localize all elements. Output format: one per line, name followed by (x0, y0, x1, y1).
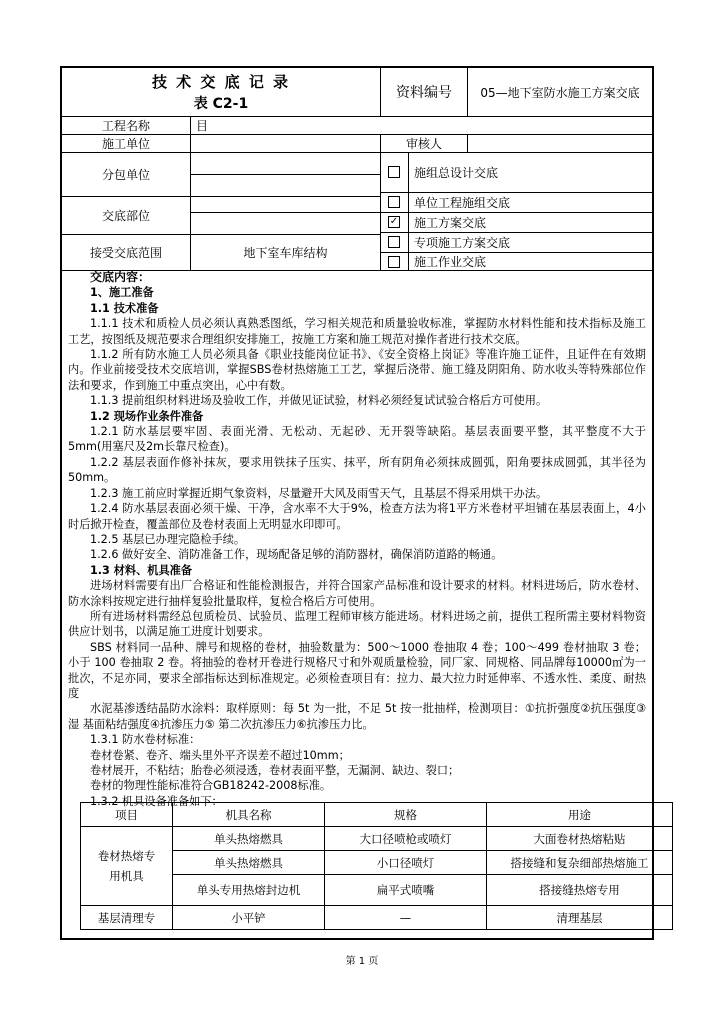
table-header: 项目 (81, 803, 173, 827)
doc-no-label: 资料编号 (396, 85, 452, 101)
section-heading: 1.1 技术准备 (90, 301, 159, 315)
paragraph: 1.2.2 基层表面作修补抹灰，要求用铁抹子压实、抹平，所有阴角必须抹成圆弧，阳角要抹成圆弧，其半径为50mm。 (68, 455, 646, 485)
table-cell: 单头热熔燃具 (173, 827, 325, 851)
section-heading: 1.2 现场作业条件准备 (90, 409, 204, 423)
option-label: 施工方案交底 (414, 216, 487, 230)
disclosure-content (68, 270, 646, 809)
table-cell: 单头专用热熔封边机 (173, 875, 325, 906)
paragraph: 卷材卷紧、卷齐、端头里外平齐误差不超过10mm； (90, 748, 350, 762)
table-row (81, 827, 673, 851)
paragraph: 1.1.3 提前组织材料进场及验收工作，并做见证试验，材料必须经复试试验合格后方可使用。 (90, 394, 548, 408)
paragraph: 1.1.2 所有防水施工人员必须具备《职业技能岗位证书》、《安全资格上岗证》等准许施工证件，且证件在有效期内。作业前接受技术交底培训，掌握SBS卷材热熔施工工艺，掌握后浇带、施工缝及阴阳角、防水收头等特殊部位作法和要求，作到施工中重点突出，心中有数。 (68, 348, 646, 392)
paragraph: 1.2.5 基层已办理完隐检手续。 (90, 532, 246, 546)
project-name-label: 工程名称 (101, 119, 150, 133)
option-checkbox[interactable] (388, 166, 400, 178)
table-cell: 清理基层 (487, 906, 673, 930)
form-number: 表 C2-1 (193, 96, 249, 112)
disclosure-dept-label: 交底部位 (101, 209, 150, 223)
paragraph: 1.3.1 防水卷材标准： (90, 733, 201, 747)
option-checkbox[interactable] (388, 256, 400, 268)
option-label: 施工作业交底 (414, 255, 487, 269)
table-cell: 小平铲 (173, 906, 325, 930)
table-cell: 小口径喷灯 (325, 851, 487, 875)
paragraph: 1.1.1 技术和质检人员必须认真熟悉图纸，学习相关规范和质量验收标准，掌握防水材料性能和技术指标及施工工艺，按图纸及规范要求合理组织安排施工，按施工方案和施工规范对操作者进行技术交底。 (68, 317, 646, 346)
option-label: 专项施工方案交底 (414, 236, 511, 250)
construction-unit-label: 施工单位 (101, 137, 150, 151)
table-cell: 大面卷材热熔粘贴 (487, 827, 673, 851)
project-name-value: 目 (196, 119, 209, 133)
option-label: 施组总设计交底 (414, 166, 499, 180)
content-title: 交底内容： (90, 270, 151, 284)
equipment-table (80, 802, 673, 930)
table-cell: 扁平式喷嘴 (325, 875, 487, 906)
section-heading: 1.3 材料、机具准备 (90, 563, 193, 577)
doc-title: 技 术 交 底 记 录 (151, 72, 291, 91)
option-label: 单位工程施组交底 (414, 196, 511, 210)
paragraph: 1.2.4 防水基层表面必须干燥、干净，含水率不大于9%，检查方法为将1平方米卷材平坦铺在基层表面上，4小时后掀开检查，覆盖部位及卷材表面上无明显水印即可。 (68, 502, 646, 531)
paragraph: SBS 材料同一品种、牌号和规格的卷材，抽验数量为：500～1000 卷抽取 4 卷；100～499 卷材抽取 3 卷；小于 100 卷抽取 2 卷。将抽验的卷材开卷进行规格尺寸和外观质量检验，同厂家、同规格、同品牌每10000㎡为一批次，不足亦同，要求全部指标达到标准规定。必须检查项目有：拉力、最大拉力时延伸率、不透水性、柔度、耐热度 (68, 640, 646, 700)
group-label: 卷材热熔专用机具 (81, 827, 173, 906)
table-header: 机具名称 (173, 803, 325, 827)
reviewer-label: 审核人 (405, 137, 442, 151)
table-cell: 搭接缝和复杂细部热熔施工 (487, 851, 673, 875)
subcontractor-label: 分包单位 (101, 168, 150, 182)
table-cell: 大口径喷枪或喷灯 (325, 827, 487, 851)
paragraph: 1.2.3 施工前应时掌握近期气象资料，尽量避开大风及雨雪天气，且基层不得采用烘干办法。 (90, 486, 548, 500)
paragraph: 所有进场材料需经总包质检员、试验员、监理工程师审核方能进场。材料进场之前，提供工程所需主要材料物资供应计划书，以满足施工进度计划要求。 (68, 609, 646, 639)
page-number: 第 1 页 (345, 956, 379, 967)
table-row (81, 906, 673, 930)
paragraph: 水泥基渗透结晶防水涂料：取样原则：每 5t 为一批，不足 5t 按一批抽样，检测项目：①抗折强度②抗压强度③湿 基面粘结强度④抗渗压力⑤ 第二次抗渗压力⑥抗渗压力比。 (68, 702, 646, 731)
paragraph: 1.2.1 防水基层要牢固、表面光滑、无松动、无起砂、无开裂等缺陷。基层表面要平整，其平整度不大于5mm(用塞尺及2m长靠尺检查)。 (68, 425, 646, 454)
table-header: 用途 (487, 803, 673, 827)
paragraph: 1.2.6 做好安全、消防准备工作，现场配备足够的消防器材，确保消防道路的畅通。 (90, 548, 503, 562)
table-cell: 搭接缝热熔专用 (487, 875, 673, 906)
doc-no-value: 05—地下室防水施工方案交底 (480, 85, 640, 100)
paragraph: 卷材展开，不粘结；胎卷必须浸透，卷材表面平整，无漏洞、缺边、裂口； (90, 764, 460, 777)
scope-label: 接受交底范围 (89, 246, 162, 260)
option-checkbox[interactable] (388, 196, 400, 208)
option-checkbox[interactable] (388, 236, 400, 248)
table-header: 规格 (325, 803, 487, 827)
option-checkbox-checked[interactable]: ✓ (389, 216, 399, 227)
table-cell: 基层清理专 (81, 906, 173, 930)
table-cell: 单头热熔燃具 (173, 851, 325, 875)
table-header-row (81, 803, 673, 827)
scope-value: 地下室车库结构 (243, 246, 328, 260)
section-heading: 1、施工准备 (90, 286, 154, 300)
paragraph: 1.3.2 机具设备准备如下： (90, 794, 223, 808)
paragraph: 卷材的物理性能标准符合GB18242-2008标准。 (90, 779, 332, 793)
table-cell: — (325, 906, 487, 930)
paragraph: 进场材料需要有出厂合格证和性能检测报告，并符合国家产品标准和设计要求的材料。材料进场后，防水卷材、防水涂料按规定进行抽样复验批量取样，复检合格后方可使用。 (68, 579, 646, 608)
